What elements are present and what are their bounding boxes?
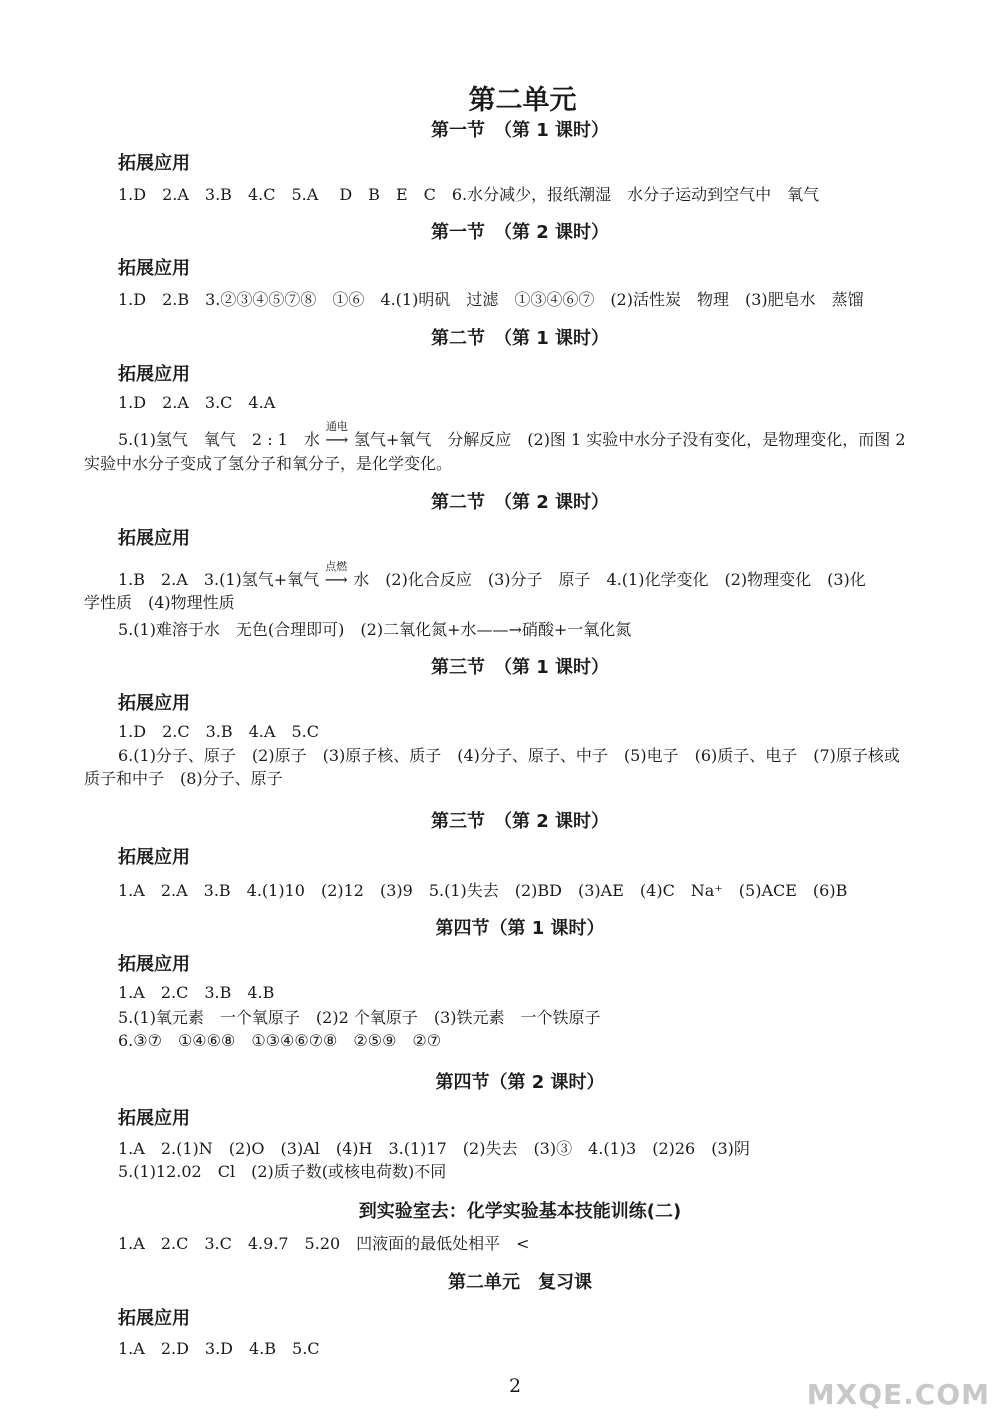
answer-line: 6.③⑦ ①④⑥⑧ ①③④⑥⑦⑧ ②⑤⑨ ②⑦ (118, 1031, 442, 1050)
subsection-label: 拓展应用 (118, 258, 190, 279)
section-title: 到实验室去：化学实验基本技能训练(二) (358, 1201, 682, 1222)
subsection-label: 拓展应用 (118, 153, 190, 174)
answer-line (118, 420, 906, 450)
section-title: 第三节 （第 2 课时） (430, 811, 610, 832)
reaction-arrow: 点燃 ⟶ (319, 570, 353, 589)
answer-text: 1.B 2.A 3.(1)氢气+氧气 (118, 570, 320, 589)
answer-line: 5.(1)氧元素 一个氧原子 (2)2 个氧原子 (3)铁元素 一个铁原子 (118, 1008, 601, 1027)
subsection-label: 拓展应用 (118, 847, 190, 868)
section-title: 第一节 （第 1 课时） (430, 120, 610, 141)
subsection-label: 拓展应用 (118, 364, 190, 385)
answer-line: 5.(1)12.02 Cl (2)质子数(或核电荷数)不同 (118, 1162, 447, 1181)
answer-line: 1.A 2.(1)N (2)O (3)Al (4)H 3.(1)17 (2)失去 (3)③ 4.(1)3 (2)26 (3)阴 (118, 1139, 750, 1158)
section-title: 第一节 （第 2 课时） (430, 222, 610, 243)
answer-text: 5.(1)氢气 氧气 2 : 1 水 (118, 430, 320, 449)
reaction-condition: 通电 (325, 420, 348, 433)
answer-line: 质子和中子 (8)分子、原子 (84, 769, 283, 788)
answer-line: 1.A 2.C 3.C 4.9.7 5.20 凹液面的最低处相平 < (118, 1234, 530, 1253)
section-title: 第四节（第 1 课时） (435, 918, 605, 939)
subsection-label: 拓展应用 (118, 1308, 190, 1329)
page-number: 2 (508, 1375, 522, 1397)
answer-text: 氢气+氧气 分解反应 (2)图 1 实验中水分子没有变化，是物理变化，而图 2 (353, 430, 906, 449)
answer-line: 1.A 2.A 3.B 4.(1)10 (2)12 (3)9 5.(1)失去 (2)BD (3)AE (4)C Na⁺ (5)ACE (6)B (118, 881, 848, 900)
section-title: 第四节（第 2 课时） (435, 1072, 605, 1093)
answer-line: 6.(1)分子、原子 (2)原子 (3)原子核、质子 (4)分子、原子、中子 (5)电子 (6)质子、电子 (7)原子核或 (118, 746, 900, 765)
answer-line: 学性质 (4)物理性质 (84, 593, 235, 612)
subsection-label: 拓展应用 (118, 954, 190, 975)
answer-line: 1.D 2.A 3.C 4.A (118, 393, 276, 412)
section-title: 第二单元 复习课 (448, 1272, 592, 1293)
answer-line: 1.D 2.C 3.B 4.A 5.C (118, 722, 319, 741)
answer-line: 1.A 2.D 3.D 4.B 5.C (118, 1339, 320, 1358)
answer-line: 1.D 2.B 3.②③④⑤⑦⑧ ①⑥ 4.(1)明矾 过滤 ①③④⑥⑦ (2)活性炭 物理 (3)肥皂水 蒸馏 (118, 290, 864, 309)
subsection-label: 拓展应用 (118, 693, 190, 714)
watermark-logo: MXQE.COM (806, 1378, 990, 1411)
section-title: 第二节 （第 1 课时） (430, 328, 610, 349)
answer-line: 1.D 2.A 3.B 4.C 5.A D B E C 6.水分减少，报纸潮湿 水分子运动到空气中 氧气 (118, 185, 820, 204)
section-title: 第二节 （第 2 课时） (430, 492, 610, 513)
reaction-arrow: 通电 ⟶ (320, 430, 354, 449)
answer-line: 5.(1)难溶于水 无色(合理即可) (2)二氧化氮+水——→硝酸+一氧化氮 (118, 620, 632, 639)
answer-line (118, 560, 866, 590)
answer-line: 1.A 2.C 3.B 4.B (118, 983, 275, 1002)
unit-title: 第二单元 (468, 85, 577, 116)
subsection-label: 拓展应用 (118, 1108, 190, 1129)
section-title: 第三节 （第 1 课时） (430, 657, 610, 678)
subsection-label: 拓展应用 (118, 528, 190, 549)
answer-text: 水 (2)化合反应 (3)分子 原子 4.(1)化学变化 (2)物理变化 (3)化 (353, 570, 866, 589)
reaction-condition: 点燃 (325, 560, 348, 573)
answer-line: 实验中水分子变成了氢分子和氧分子，是化学变化。 (84, 454, 453, 473)
